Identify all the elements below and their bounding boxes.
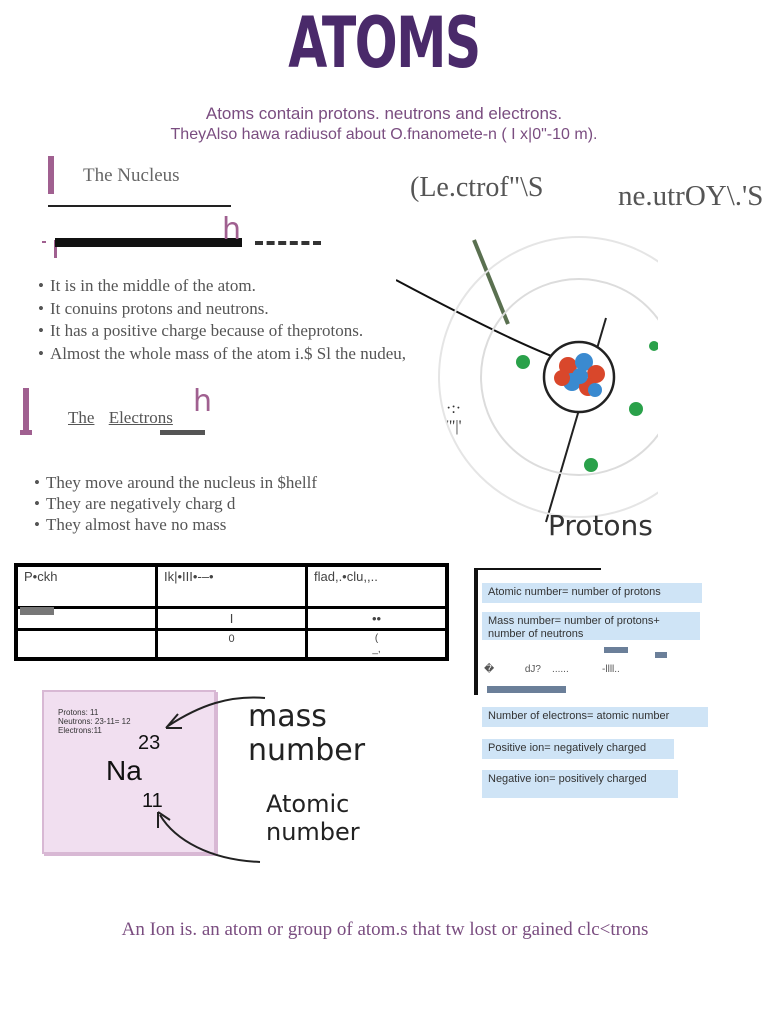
intro-line-2: TheyAlso hawa radiusof about O.fnanomete-n ( I x|0"-10 m). bbox=[170, 126, 598, 143]
sodium-info bbox=[58, 708, 131, 735]
electrons-underline bbox=[160, 430, 205, 435]
nucleus-facts-list bbox=[38, 275, 458, 365]
h-glyph: h bbox=[222, 212, 242, 247]
table-cell: •• bbox=[307, 607, 448, 629]
mass-number-label: mass number bbox=[248, 699, 366, 768]
electrons-label: (Le.ctrof"\S bbox=[410, 172, 544, 203]
intro-line-1: Atoms contain protons. neutrons and electrons. bbox=[205, 104, 563, 123]
definition-mass-number: Mass number= number of protons+ number of neutrons bbox=[482, 612, 700, 640]
definitions-top-rule bbox=[476, 568, 601, 570]
sodium-symbol: Na bbox=[106, 755, 142, 786]
sodium-info-line: Protons: 11 bbox=[58, 708, 99, 717]
list-item: • They are negatively charg d bbox=[34, 493, 454, 514]
table-cell: flad,.•clu,,.. bbox=[307, 565, 448, 607]
sodium-mass-number: 23 bbox=[138, 732, 161, 754]
table-row bbox=[16, 565, 447, 607]
dashed-divider bbox=[255, 241, 321, 245]
heading-marker-base bbox=[20, 430, 32, 435]
table-row bbox=[16, 607, 447, 629]
scribble-marks: ·:· '"|' bbox=[446, 400, 462, 435]
sodium-info-line: Neutrons: 23-11= 12 bbox=[58, 717, 131, 726]
mass-arrow-head bbox=[166, 714, 182, 728]
h-glyph: h bbox=[193, 384, 213, 419]
smudge-bar bbox=[487, 686, 566, 693]
table-smudge bbox=[20, 607, 54, 615]
electrons-heading bbox=[68, 408, 183, 428]
electrons-facts-list bbox=[34, 472, 454, 535]
list-item: • It conuins protons and neutrons. bbox=[38, 298, 458, 321]
sodium-atomic-number: 11 bbox=[142, 790, 163, 812]
definitions-smudge: � dJ? ...... -llll.. bbox=[484, 664, 620, 675]
table-cell: 0 bbox=[157, 629, 307, 659]
neutrons-label: ne.utrOY\.'S bbox=[618, 180, 764, 212]
atomic-number-label: Atomic number bbox=[266, 790, 360, 846]
table-cell: I bbox=[157, 607, 307, 629]
sodium-info-line: Electrons:11 bbox=[58, 726, 102, 735]
electron-dot bbox=[516, 355, 530, 369]
smudge-bar bbox=[604, 647, 628, 653]
particle-table bbox=[14, 563, 449, 661]
smudge-bar bbox=[655, 652, 667, 658]
protons-label: Protons bbox=[548, 509, 653, 542]
definition-positive-ion: Positive ion= negatively charged bbox=[482, 739, 674, 759]
definition-atomic-number: Atomic number= number of protons bbox=[482, 583, 702, 603]
definition-negative-ion: Negative ion= positively charged bbox=[482, 770, 678, 798]
atomic-arrow-line bbox=[160, 815, 260, 862]
list-item: • It has a positive charge because of theprotons. bbox=[38, 320, 458, 343]
nucleus-heading: The Nucleus bbox=[83, 165, 180, 186]
page-title: ATOMS bbox=[288, 2, 480, 84]
electron-dot bbox=[584, 458, 598, 472]
table-cell bbox=[16, 629, 157, 659]
ion-definition: An Ion is. an atom or group of atom.s that tw lost or gained clc<trons bbox=[121, 919, 649, 940]
table-cell: P•ckh bbox=[16, 565, 157, 607]
list-item: • They move around the nucleus in $hellf bbox=[34, 472, 454, 493]
heading-marker bbox=[48, 156, 54, 194]
definition-electrons: Number of electrons= atomic number bbox=[482, 707, 708, 727]
list-item: • They almost have no mass bbox=[34, 514, 454, 535]
heading-word: The bbox=[68, 408, 95, 427]
nucleus-heading-rule bbox=[48, 205, 231, 207]
table-cell: Ik|•III•-–• bbox=[157, 565, 307, 607]
table-row bbox=[16, 629, 447, 659]
electron-dot bbox=[649, 341, 658, 351]
table-cell: ( _, bbox=[307, 629, 448, 659]
definitions-rule bbox=[474, 568, 478, 695]
atom-diagram bbox=[396, 232, 658, 532]
rule-tick bbox=[42, 241, 46, 243]
list-item: • Almost the whole mass of the atom i.$ Sl the nudeu, bbox=[38, 343, 458, 366]
heading-word: Electrons bbox=[108, 408, 173, 427]
neutron-pointer-line bbox=[474, 240, 508, 324]
heading-marker bbox=[23, 388, 29, 432]
thick-divider bbox=[55, 238, 242, 247]
list-item: • It is in the middle of the atom. bbox=[38, 275, 458, 298]
electron-dot bbox=[629, 402, 643, 416]
